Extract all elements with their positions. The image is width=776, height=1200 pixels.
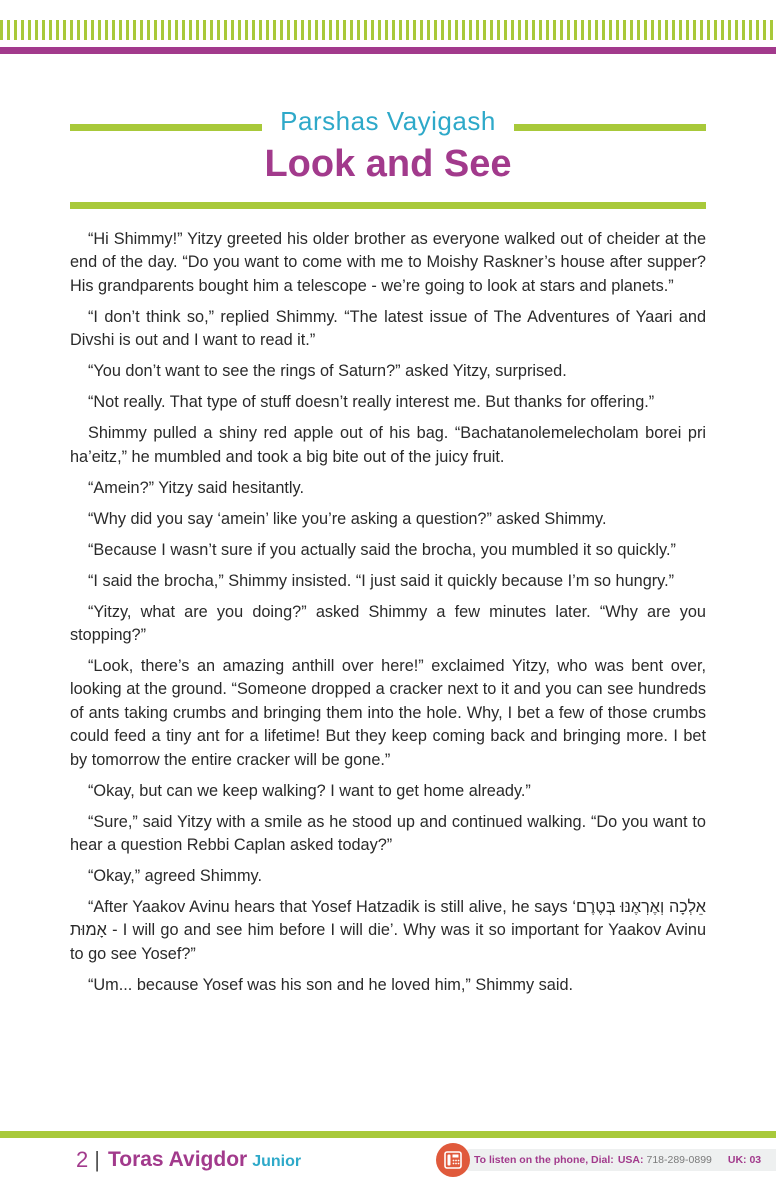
page-title: Look and See [264,143,512,185]
story-paragraph: “Okay, but can we keep walking? I want to get home already.” [88,781,531,800]
story-paragraph: “After Yaakov Avinu hears that Yosef Hatzadik is still alive, he says ‘אֵלְכָה וְאֶרְאֶנּוּ בְּטֶרֶם אָמוּת - I will go and see him before I will die’. Why was it so important for Yaakov Avinu to go see Yosef?” [70,898,707,963]
footer-separator: | [94,1147,100,1172]
story-paragraph: “Um... because Yosef was his son and he loved him,” Shimmy said. [88,975,574,994]
story-paragraph: “Sure,” said Yitzy with a smile as he stood up and continued walking. “Do you want to hear a question Rebbi Caplan asked today?” [70,812,706,855]
story-paragraph: “Because I wasn’t sure if you actually said the brocha, you mumbled it so quickly.” [88,540,676,559]
top-tick-border [0,20,776,40]
title-rule-bottom [70,202,706,209]
footer-rule [0,1131,776,1138]
story-paragraph: “Not really. That type of stuff doesn’t really interest me. But thanks for offering.” [88,393,655,412]
story-paragraph: “Hi Shimmy!” Yitzy greeted his older brother as everyone walked out of cheider at the end of the day. “Do you want to come with me to Moishy Raskner’s house after supper? His grandparents bought him a telescope - we’re going to look at stars and planets.” [70,230,706,295]
story-paragraph: “Look, there’s an amazing anthill over here!” exclaimed Yitzy, who was bent over, looking at the ground. “Someone dropped a cracker next to it and you can see hundreds of ants taking crumbs and bringing them into the hole. Why, I bet a few of those crumbs could feed a tiny ant for a lifetime! But they keep coming back and bringing more. I bet by tomorrow the entire cracker will be gone.” [70,657,706,769]
footer-branding [76,1145,301,1175]
story-paragraph: “Yitzy, what are you doing?” asked Shimmy a few minutes later. “Why are you stopping?” [70,602,706,645]
brand-name: Toras Avigdor [107,1148,248,1171]
phone-icon [436,1143,470,1177]
usa-number: 718-289-0899 [646,1154,712,1166]
story-paragraph: “I said the brocha,” Shimmy insisted. “I just said it quickly because I’m so hungry.” [88,571,675,590]
story-body [70,228,706,1005]
phone-info [474,1149,764,1171]
usa-label: USA: [617,1154,644,1166]
parsha-name: Parshas Vayigash [280,106,496,136]
story-paragraph: “Why did you say ‘amein’ like you’re asking a question?” asked Shimmy. [88,509,607,528]
page-number: 2 [76,1147,89,1172]
brand-subtitle: Junior [252,1152,302,1170]
story-paragraph: Shimmy pulled a shiny red apple out of his bag. “Bachatanolemelecholam borei pri ha’eitz,” he mumbled and took a big bite out of the juicy fruit. [70,424,706,466]
uk-label: UK: 03 [727,1154,762,1166]
story-paragraph: “Amein?” Yitzy said hesitantly. [88,478,304,497]
top-purple-stripe [0,47,776,54]
phone-label: To listen on the phone, Dial: [474,1154,614,1166]
story-paragraph: “Okay,” agreed Shimmy. [88,867,263,886]
story-paragraph: “You don’t want to see the rings of Saturn?” asked Yitzy, surprised. [88,362,567,381]
story-paragraph: “I don’t think so,” replied Shimmy. “The latest issue of The Adventures of Yaari and Divshi is out and I want to read it.” [70,307,706,350]
